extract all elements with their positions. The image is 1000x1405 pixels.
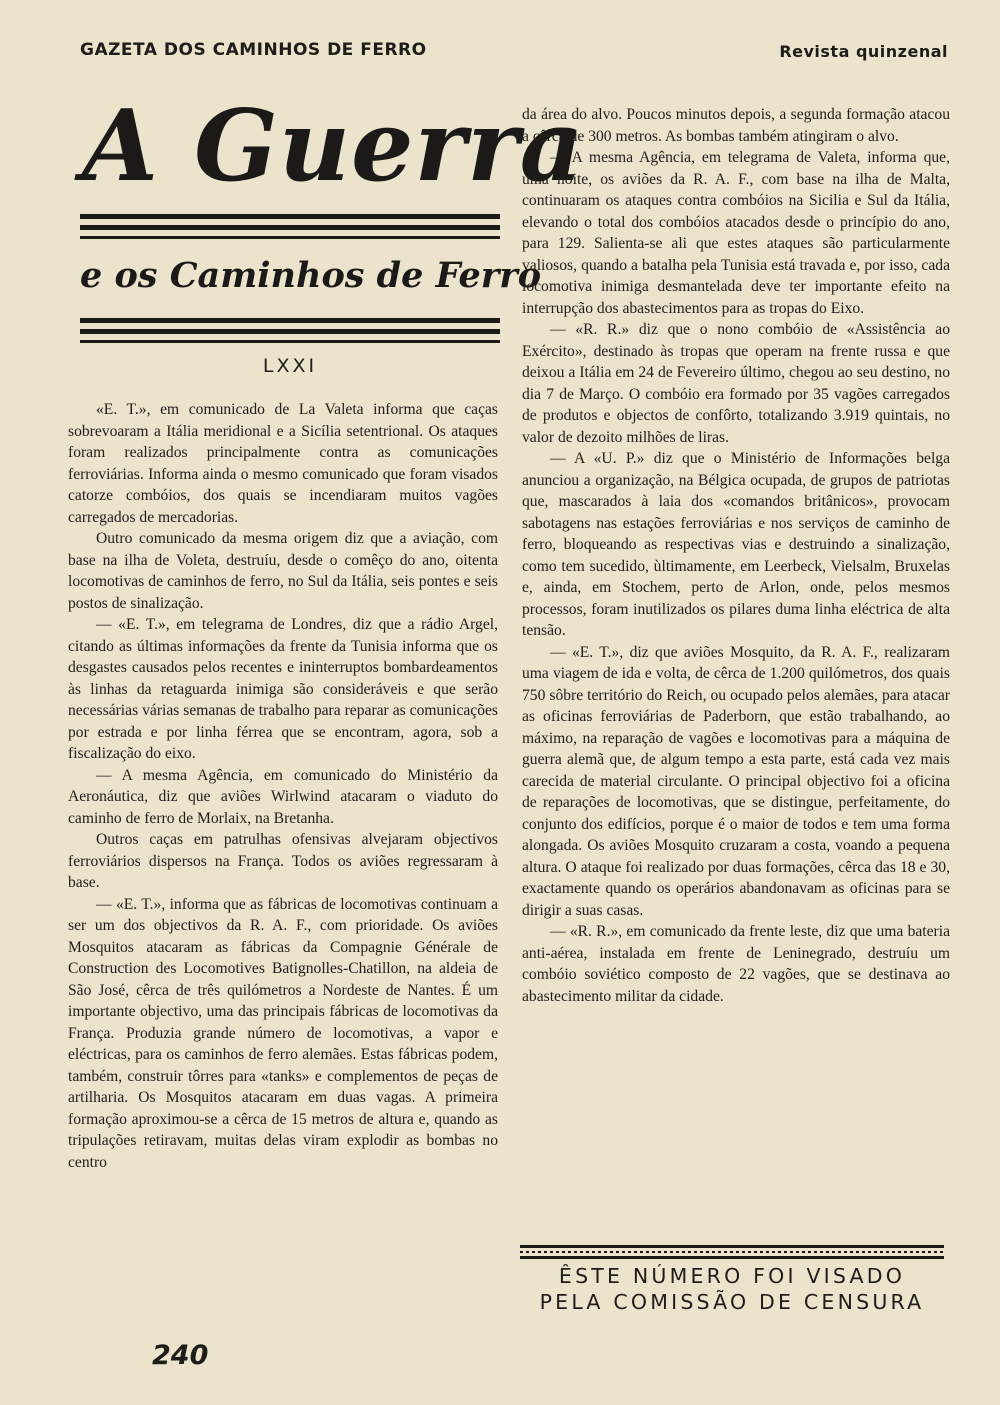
chapter-number: LXXI bbox=[262, 355, 318, 377]
paragraph: «E. T.», em comunicado de La Valeta informa que caças sobrevoaram a Itália meridional e a Sicília setentrional. Os ataques foram realizados principalmente contra as comunicações ferroviárias. Informa ainda o mesmo comunicado que foram visados catorze combóios, dos quais se incendiaram muitos vagões carregados de mercadorias. bbox=[68, 401, 498, 526]
title-rule-lower bbox=[80, 318, 500, 349]
paragraph: — «R. R.», em comunicado da frente leste, diz que uma bateria anti-aérea, instalada em frente de Leninegrado, destruíu um combóio soviético composto de 22 vagões, que se destinava ao abastecimento militar da cidade. bbox=[522, 923, 950, 1005]
right-column bbox=[522, 104, 950, 1007]
paragraph: — «R. R.» diz que o nono combóio de «Assistência ao Exército», destinado às tropas que operam na frente russa e que deixou a Itália em 24 de Fevereiro último, chegou ao seu destino, no dia 7 de Março. O combóio era formado por 35 vagões carregados de produtos e objectos de confôrto, totalizando 3.919 quintais, no valor de dezoito milhões de liras. bbox=[522, 321, 950, 446]
paragraph: — «E. T.», em telegrama de Londres, diz que a rádio Argel, citando as últimas informações da frente da Tunisia informa que os desgastes causados pelos recentes e ininterruptos bombardeamentos às linhas da retaguarda inimiga são consideráveis e que serão necessárias várias semanas de trabalho para reparar as comunicações por estrada e por linha férrea que se encontram, agora, sob a fiscalização do eixo. bbox=[68, 616, 498, 762]
paragraph: — A «U. P.» diz que o Ministério de Informações belga anunciou a organização, na Bélgica ocupada, de grupos de patriotas que, mascarados à laia dos «comandos britânicos», provocam sabotagens nas estações ferroviárias e nos serviços de caminho de ferro, bloqueando as respectivas vias e destruindo a sinalização, como tem sucedido, ùltimamente, em Leerbeck, Vielsalm, Bruxelas e, ainda, em Stochem, perto de Arlon, onde, pelos mesmos processos, foram inutilizados os pilares duma linha eléctrica de alta tensão. bbox=[522, 450, 950, 639]
paragraph: da área do alvo. Poucos minutos depois, a segunda formação atacou a cêrca de 300 metros. As bombas também atingiram o alvo. bbox=[522, 106, 950, 145]
censorship-line-1: ÊSTE NÚMERO FOI VISADO bbox=[558, 1264, 906, 1288]
paragraph: — A mesma Agência, em telegrama de Valeta, informa que, uma noite, os aviões da R. A. F., com base na ilha de Malta, continuaram os ataques contra combóios na Sicilia e Sul da Itália, elevando o total dos combóios atacados desde o princípio do ano, para 129. Salienta-se ali que estes ataques são particularmente valiosos, quando a batalha pela Tunisia está travada e, por isso, cada locomotiva inimiga desmantelada deve ter importante efeito na interrupção dos abastecimentos para as tropas do Eixo. bbox=[522, 149, 950, 317]
article-subtitle: e os Caminhos de Ferro bbox=[80, 255, 542, 296]
page-number: 240 bbox=[152, 1340, 209, 1371]
paragraph: — A mesma Agência, em comunicado do Ministério da Aeronáutica, diz que aviões Wirlwind atacaram o viaduto do caminho de ferro de Morlaix, na Bretanha. bbox=[68, 766, 498, 827]
article-title: A Guerra bbox=[82, 89, 585, 204]
censorship-notice bbox=[520, 1263, 944, 1315]
paragraph: — «E. T.», informa que as fábricas de locomotivas continuam a ser um dos objectivos da R. A. F., com prioridade. Os aviões Mosquitos atacaram as fábricas da Compagnie Générale de Construction des Locomotives Batignolles-Chatillon, na aldeia de São José, cêrca de três quilómetros a Nordeste de Nantes. É um importante objectivo, uma das principais fábricas de locomotivas da França. Produzia grande número de locomotivas, a vapor e eléctricas, para os caminhos de ferro alemães. Estas fábricas podem, também, construir tôrres para «tanks» e complementos de peças de artilharia. Os Mosquitos atacaram em duas vagas. A primeira formação aproximou-se a cêrca de 15 metros de altura e, quando as tripulações retiravam, muitas delas viram explodir as bombas no centro bbox=[68, 895, 498, 1171]
title-rule-upper bbox=[80, 214, 500, 245]
paragraph: — «E. T.», diz que aviões Mosquito, da R. A. F., realizaram uma viagem de ida e volta, de cêrca de 1.200 quilómetros, dos quais 750 sôbre território do Reich, ou ocupado pelos alemães, para atacar as oficinas ferroviárias de Paderborn, que estão trabalhando, ao máximo, na reparação de vagões e locomotivas para a máquina de guerra alemã que, de algum tempo a esta parte, está cada vez mais carecida de material circulante. O principal objectivo foi a oficina de reparações de locomotivas, que se distingue, perfeitamente, do conjunto dos edifícios, porque é o maior de todos e tem uma forma alongada. Os aviões Mosquito cruzaram a costa, voando a pequena altura. O ataque foi realizado por duas formações, cêrca das 18 e 30, exactamente quando os operários abandonavam as oficinas para se dirigir a suas casas. bbox=[522, 643, 950, 919]
censorship-line-2: PELA COMISSÃO DE CENSURA bbox=[539, 1290, 925, 1314]
paragraph: Outro comunicado da mesma origem diz que a aviação, com base na ilha de Voleta, destruíu, desde o comêço do ano, oitenta locomotivas de caminhos de ferro, no Sul da Itália, seis pontes e seis postos de sinalização. bbox=[68, 530, 498, 612]
running-head-frequency: Revista quinzenal bbox=[779, 42, 948, 61]
censorship-rule bbox=[520, 1245, 944, 1262]
running-head-title: GAZETA DOS CAMINHOS DE FERRO bbox=[80, 40, 427, 60]
paragraph: Outros caças em patrulhas ofensivas alvejaram objectivos ferroviários dispersos na França. Todos os aviões regressaram à base. bbox=[68, 831, 498, 891]
left-column bbox=[68, 399, 498, 1173]
